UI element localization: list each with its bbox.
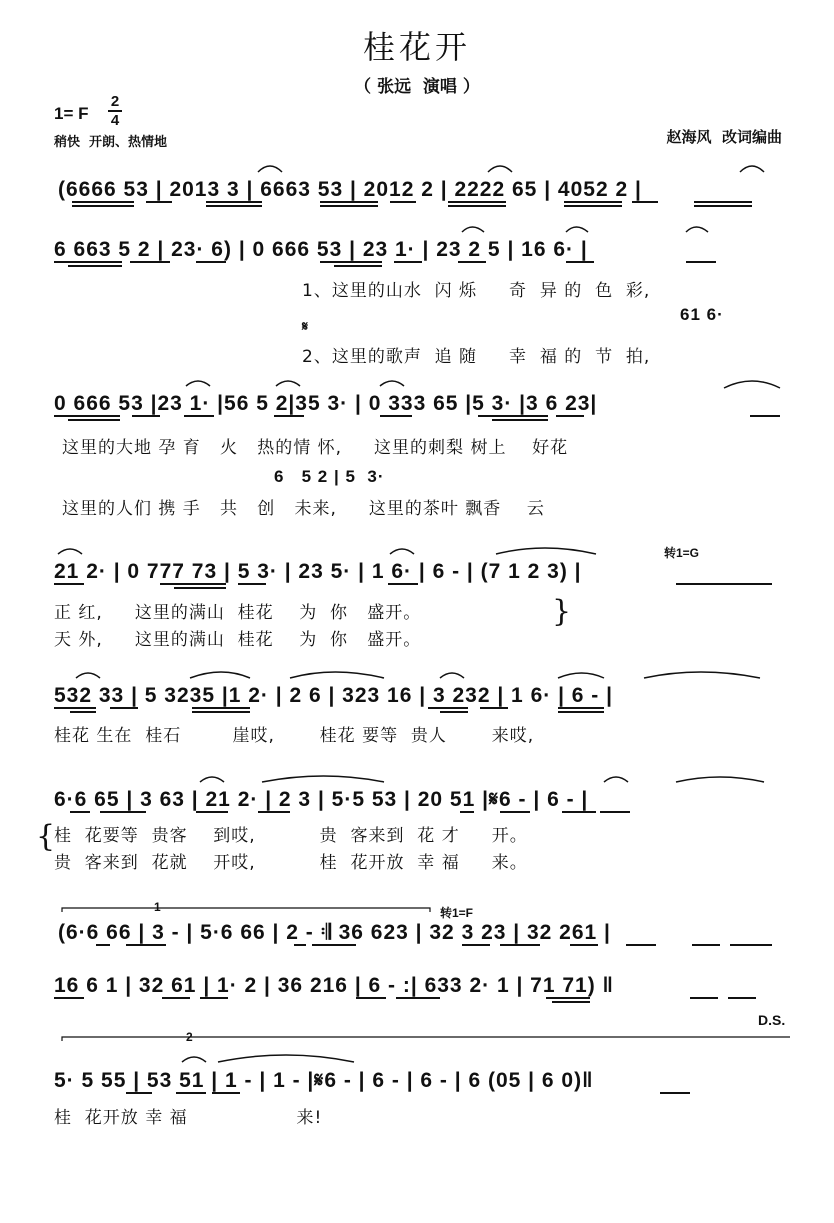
dal-segno-mark: D.S.: [758, 1012, 786, 1028]
lyric-row-6-verse-1: 桂 花要等 贵客 到哎, 贵 客来到 花 才 开。: [54, 826, 528, 846]
song-title: 桂花开: [362, 28, 471, 66]
notation-row-8: 16 6 1 | 32 61 | 1· 2 | 36 216 | 6 - :| 633 2· 1 | 71 71) ‖: [54, 974, 615, 997]
slur-arcs: [58, 166, 780, 1062]
notation-row-5: 532 33 | 5 3235 |1 2· | 2 6 | 323 16 | 3 232 | 1 6· | 6 - |: [54, 684, 614, 707]
lyric-row-3-verse-2: 这里的人们 携 手 共 创 未来, 这里的茶叶 飘香 云: [62, 499, 545, 519]
notation-row-2: 6 663 5 2 | 23· 6) | 0 666 53 | 23 1· | 23 2 5 | 16 6· |: [54, 238, 588, 261]
beam-lines: [54, 202, 780, 1093]
time-signature-bottom: 4: [110, 112, 120, 129]
performer-line: （ 张远 演唱 ）: [354, 77, 480, 97]
lyric-row-2-verse-2: 2、这里的歌声 追 随 幸 福 的 节 拍,: [302, 347, 651, 367]
lyric-row-3-verse-1: 这里的大地 孕 育 火 热的情 怀, 这里的刺梨 树上 好花: [62, 438, 569, 458]
key-signature: 1= F: [54, 104, 89, 123]
lyric-row-4-verse-1: 正 红, 这里的满山 桂花 为 你 盛开。: [54, 603, 422, 623]
composer-credit: 赵海风 改词编曲: [666, 128, 782, 146]
lyric-row-9: 桂 花开放 幸 福 来!: [54, 1108, 323, 1128]
notation-row-4: 21 2· | 0 777 73 | 5 3· | 23 5· | 1 6· | 6 - | (7 1 2 3) |: [54, 560, 582, 583]
lyric-row-6-verse-2: 贵 客来到 花就 开哎, 桂 花开放 幸 福 来。: [54, 853, 528, 873]
notation-row-9: 5· 5 55 | 53 51 | 1 - | 1 - |𝄋6 - | 6 - | 6 - | 6 (05 | 6 0)‖: [54, 1069, 594, 1092]
verse-brace-left: {: [36, 819, 56, 854]
notation-row-7: (6·6 66 | 3 - | 5·6 66 | 2 - 𝄇 36 623 | 32 3 23 | 32 261 |: [58, 921, 611, 944]
verse-brace-right: }: [552, 594, 572, 629]
volta-1-number: 1: [154, 900, 161, 914]
notation-row-3: 0 666 53 |23 1· |56 5 2|35 3· | 0 333 65 |5 3· |3 6 23|: [54, 392, 598, 415]
segno-sign: 𝄋: [302, 318, 309, 334]
time-signature-top: 2: [110, 93, 120, 110]
lyric-row-4-verse-2: 天 外, 这里的满山 桂花 为 你 盛开。: [54, 630, 422, 650]
notation-row-3-alternate: 6 5 2 | 5 3·: [274, 467, 385, 486]
modulation-mark-g: 转1=G: [664, 546, 700, 560]
modulation-mark-f: 转1=F: [440, 906, 474, 920]
notation-row-2-alternate: 61 6·: [680, 305, 724, 324]
lyric-row-2-verse-1: 1、这里的山水 闪 烁 奇 异 的 色 彩,: [302, 281, 651, 301]
notation-row-1: (6666 53 | 2013 3 | 6663 53 | 2012 2 | 2222 65 | 4052 2 |: [58, 178, 642, 201]
notation-row-6: 6·6 65 | 3 63 | 21 2· | 2 3 | 5·5 53 | 20 51 |𝄋6 - | 6 - |: [54, 788, 589, 811]
volta-2-number: 2: [186, 1030, 193, 1044]
lyric-row-5: 桂花 生在 桂石 崖哎, 桂花 要等 贵人 来哎,: [54, 726, 535, 746]
volta-brackets: [62, 908, 790, 1041]
tempo-marking: 稍快 开朗、热情地: [54, 135, 168, 150]
